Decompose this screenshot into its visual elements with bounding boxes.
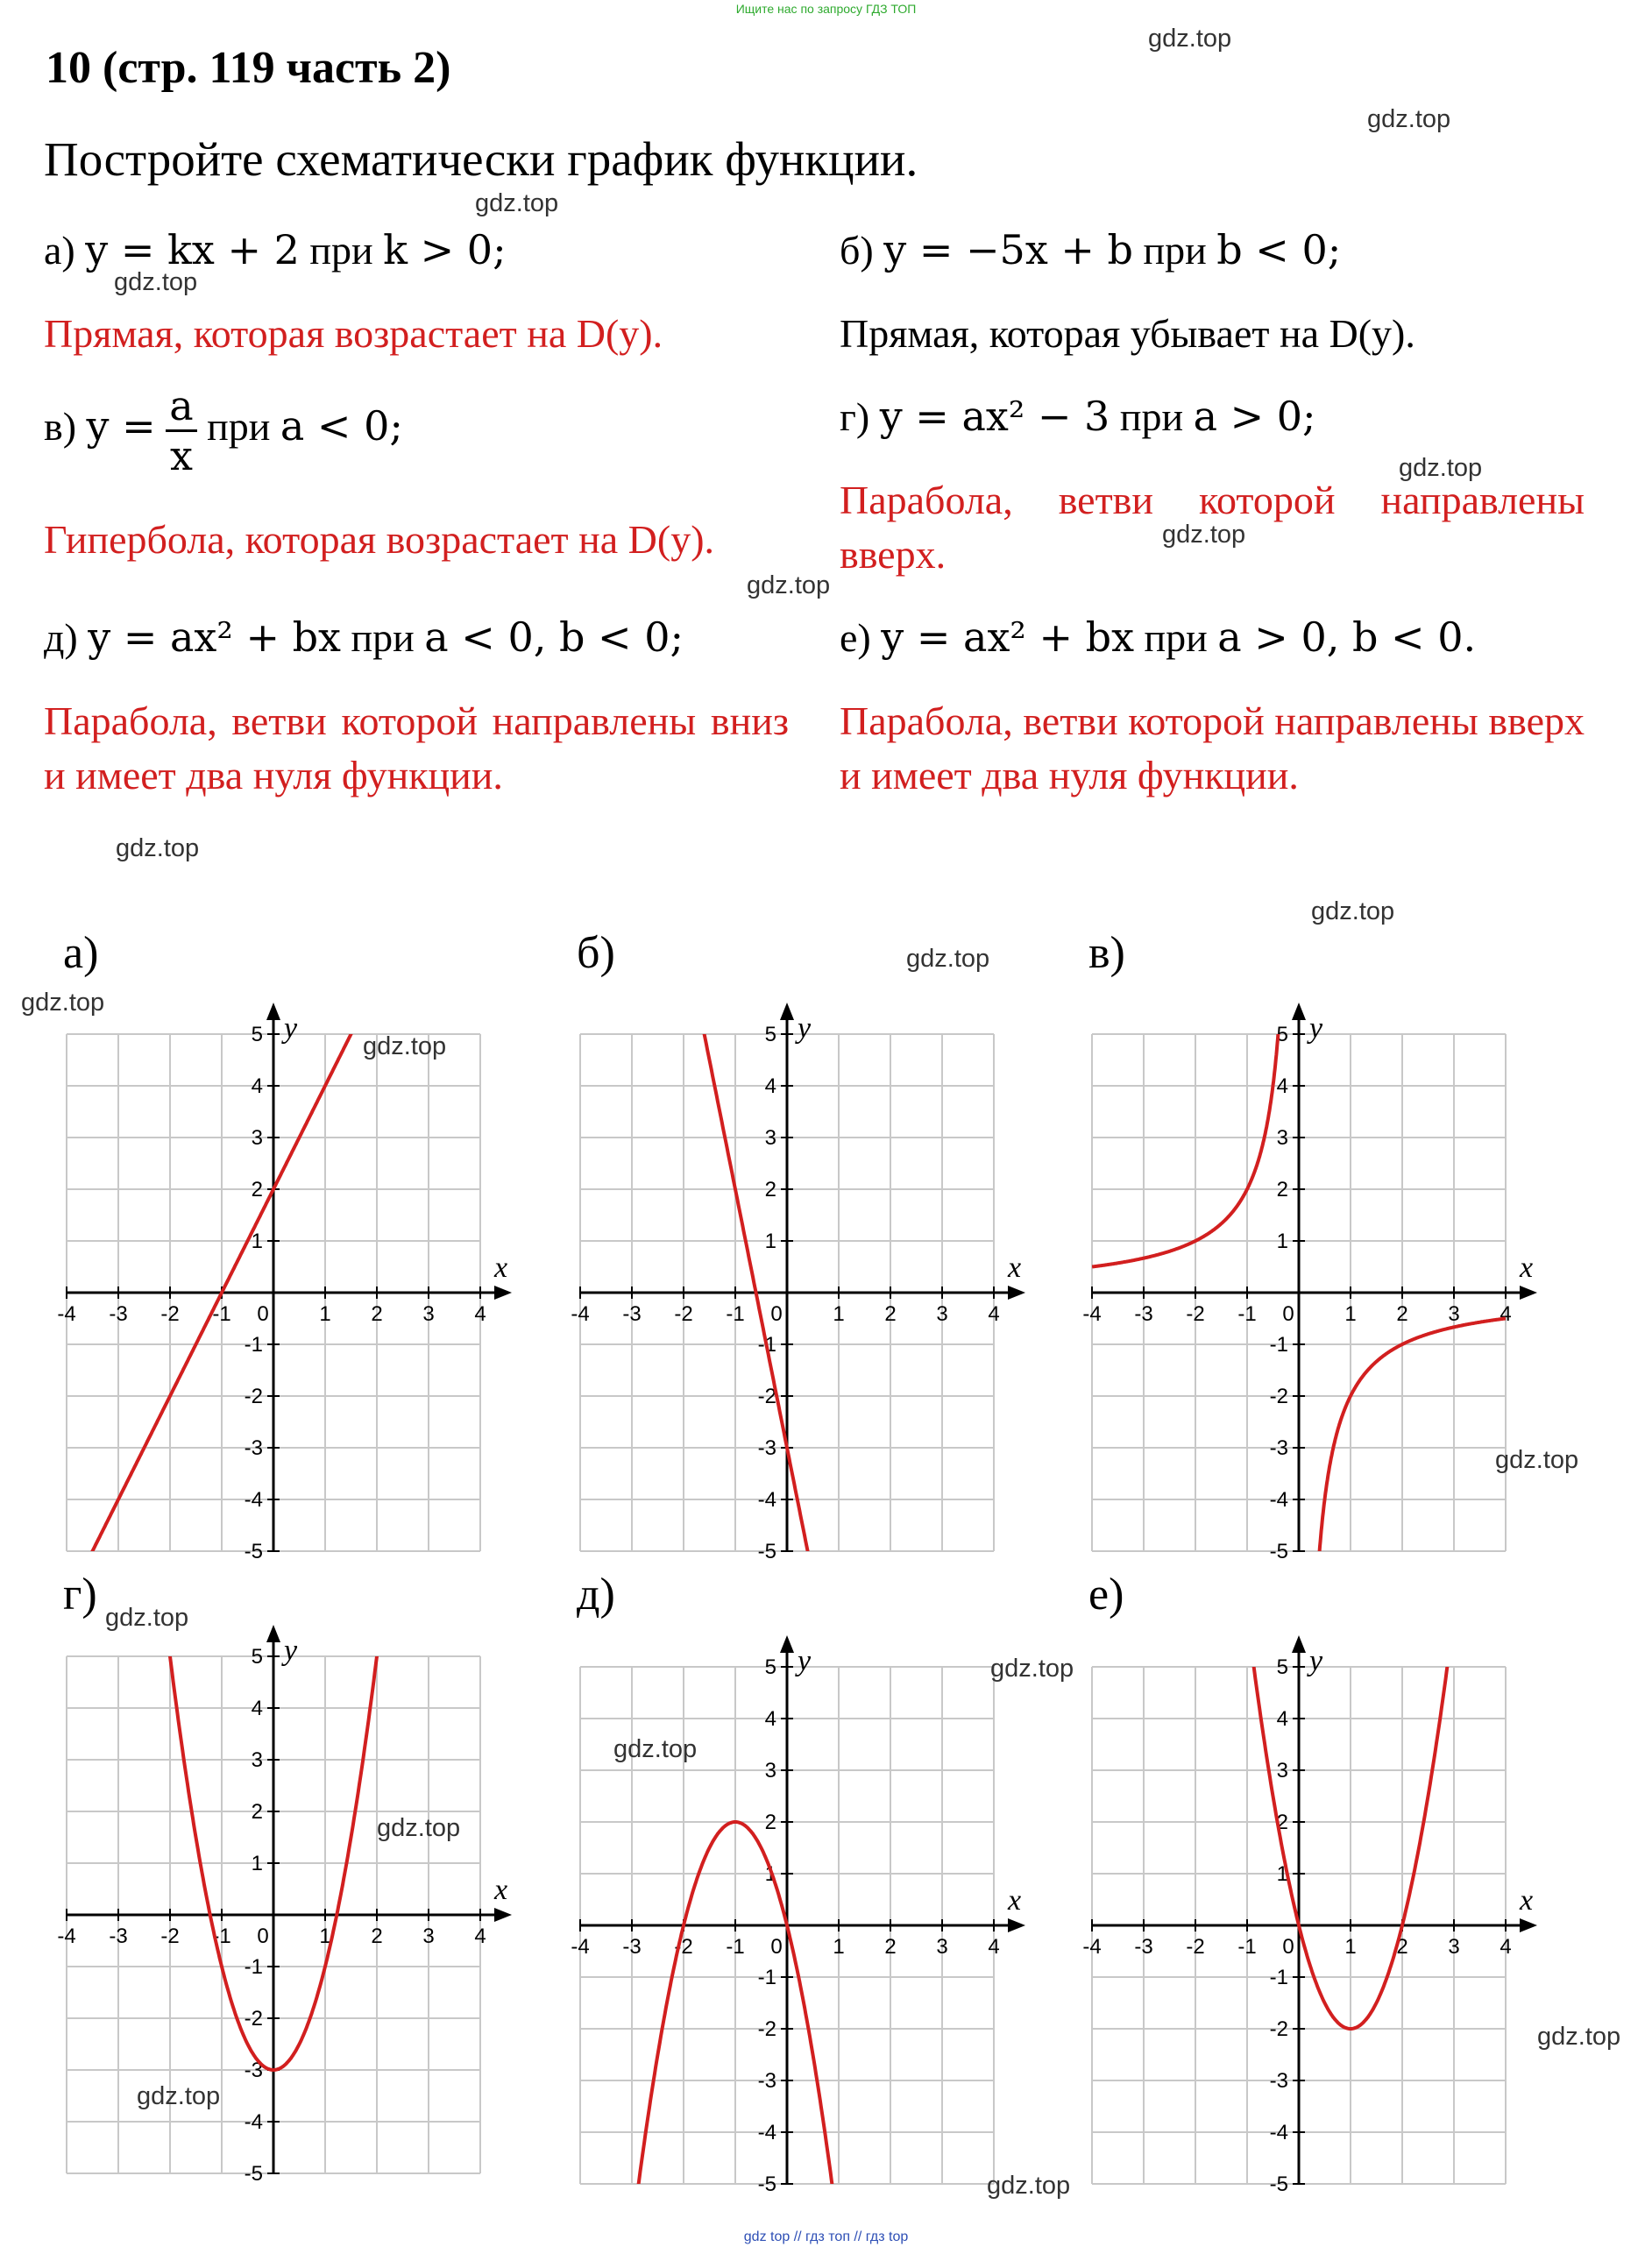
task-a-formula: y = kx + 2: [85, 226, 300, 273]
task-a-label: а): [44, 228, 75, 273]
task-v: [44, 382, 403, 479]
y-tick-label: -5: [1269, 2172, 1288, 2196]
x-tick-label: 2: [884, 1302, 897, 1326]
x-tick-label: -3: [109, 1302, 128, 1326]
task-e-answer: Парабола, ветви которой направлены вверх и имеет два нуля функции.: [840, 698, 1585, 797]
y-tick-label: 4: [764, 1074, 776, 1098]
x-axis-arrow: [1008, 1918, 1025, 1932]
plot-b: [571, 1012, 1032, 1563]
task-a-condition: k > 0;: [383, 226, 507, 273]
task-b-label: б): [840, 228, 874, 273]
task-e-cond-word: при: [1144, 615, 1208, 660]
bottom-banner: gdz top // гдз топ // гдз top: [743, 2229, 909, 2244]
y-tick-label: -5: [757, 2172, 776, 2196]
y-tick-label: -4: [1269, 2121, 1288, 2144]
y-tick-label: -1: [757, 1333, 776, 1357]
task-g-cond-word: при: [1119, 394, 1184, 439]
watermark: gdz.top: [747, 571, 831, 599]
watermark: gdz.top: [116, 834, 200, 862]
y-tick-label: 3: [1276, 1759, 1288, 1783]
x-tick-label: 4: [474, 1924, 486, 1948]
y-tick-label: -4: [757, 2121, 776, 2144]
x-axis-label: x: [494, 1251, 508, 1284]
x-tick-label: 3: [936, 1302, 948, 1326]
y-tick-label: 4: [251, 1697, 263, 1720]
y-tick-label: -5: [244, 1540, 263, 1563]
y-tick-label: -2: [244, 2007, 263, 2031]
y-axis-label: y: [1309, 1645, 1323, 1677]
x-tick-label: 4: [474, 1302, 486, 1326]
task-v-numerator: a: [166, 386, 196, 432]
x-tick-label: -3: [622, 1302, 642, 1326]
task-d: [44, 613, 684, 661]
x-tick-label: -3: [1134, 1935, 1153, 1959]
x-tick-label: 1: [833, 1302, 845, 1326]
x-tick-label: -3: [1134, 1302, 1153, 1326]
watermark: gdz.top: [1162, 521, 1246, 549]
y-tick-label: -5: [1269, 1540, 1288, 1563]
y-axis-arrow: [1292, 1003, 1306, 1020]
plot-v-label: в): [1088, 928, 1125, 978]
y-tick-label: -2: [1269, 1385, 1288, 1408]
x-tick-label: 2: [371, 1924, 383, 1948]
task-a-answer: Прямая, которая возрастает на D(y).: [44, 311, 663, 356]
y-tick-label: -5: [757, 1540, 776, 1563]
y-tick-label: 1: [764, 1862, 776, 1886]
plot-v: [1082, 1012, 1544, 1563]
task-b-cond-word: при: [1143, 228, 1207, 273]
y-tick-label: 2: [764, 1811, 776, 1834]
x-tick-label: 4: [988, 1302, 1000, 1326]
watermark: gdz.top: [906, 945, 990, 973]
y-tick-label: 3: [251, 1126, 263, 1150]
x-tick-label: -1: [212, 1924, 231, 1948]
y-tick-label: 5: [251, 1023, 263, 1046]
watermark: gdz.top: [1495, 1446, 1579, 1474]
task-d-label: д): [44, 615, 78, 660]
y-tick-label: 2: [251, 1800, 263, 1824]
task-g-answer: Парабола, ветви которой направлены вверх.: [840, 478, 1585, 577]
y-tick-label: -4: [244, 2110, 263, 2134]
y-tick-label: -1: [244, 1955, 263, 1979]
page-title: 10 (стр. 119 часть 2): [46, 43, 451, 93]
x-tick-label: 3: [936, 1935, 948, 1959]
x-tick-label: 2: [884, 1935, 897, 1959]
x-tick-label: 3: [1448, 1302, 1460, 1326]
y-tick-label: -1: [244, 1333, 263, 1357]
x-axis-arrow: [494, 1908, 512, 1922]
task-v-fraction: [166, 382, 196, 479]
task-intro: Постройте схематически график функции.: [44, 132, 918, 186]
task-d-cond-word: при: [351, 615, 415, 660]
task-a-cond-word: при: [309, 228, 373, 273]
task-g-condition: a > 0;: [1193, 393, 1316, 440]
plot-a-label: а): [63, 928, 99, 978]
x-axis-label: x: [1008, 1884, 1022, 1917]
task-v-answer: Гипербола, которая возрастает на D(y).: [44, 517, 715, 562]
x-tick-label: 4: [988, 1935, 1000, 1959]
plot-g: [57, 1634, 519, 2186]
task-v-cond-word: при: [207, 404, 271, 450]
y-tick-label: 1: [251, 1230, 263, 1253]
task-g-label: г): [840, 394, 870, 439]
y-tick-label: -1: [1269, 1333, 1288, 1357]
x-axis-arrow: [1008, 1286, 1025, 1300]
x-tick-label: 2: [371, 1302, 383, 1326]
y-axis-arrow: [780, 1635, 794, 1653]
y-tick-label: 2: [1276, 1178, 1288, 1201]
watermark: gdz.top: [1367, 105, 1451, 133]
task-b-condition: b < 0;: [1216, 226, 1342, 273]
task-d-condition: a < 0, b < 0;: [424, 613, 684, 661]
y-tick-label: 5: [251, 1645, 263, 1669]
y-axis-arrow: [266, 1625, 280, 1642]
task-d-answer: Парабола, ветви которой направлены вниз и имеет два нуля функции.: [44, 698, 789, 797]
y-axis-label: y: [798, 1012, 812, 1045]
task-b-answer: Прямая, которая убывает на D(y).: [840, 311, 1415, 356]
plot-e: [1082, 1645, 1544, 2196]
task-e-formula: y = ax² + bx: [881, 613, 1135, 661]
x-tick-label: -4: [571, 1935, 590, 1959]
x-tick-label: 3: [422, 1924, 435, 1948]
task-g: [840, 393, 1316, 440]
task-e-label: е): [840, 615, 871, 660]
y-tick-label: -2: [244, 1385, 263, 1408]
x-axis-label: x: [1520, 1884, 1534, 1917]
function-curve: [1318, 1319, 1506, 1565]
y-tick-label: -2: [1269, 2017, 1288, 2041]
y-tick-label: -3: [1269, 2069, 1288, 2093]
y-tick-label: 4: [764, 1707, 776, 1731]
x-tick-label: -4: [571, 1302, 590, 1326]
x-tick-label: -2: [1186, 1935, 1205, 1959]
x-axis-arrow: [494, 1286, 512, 1300]
task-b-formula: y = −5x + b: [883, 226, 1133, 273]
plot-g-label: г): [63, 1570, 97, 1620]
y-tick-label: -2: [757, 2017, 776, 2041]
plot-a: [57, 1012, 519, 1563]
x-tick-label: -2: [674, 1302, 693, 1326]
x-tick-label: -1: [726, 1935, 745, 1959]
y-axis-label: y: [284, 1012, 298, 1045]
y-tick-label: 1: [764, 1230, 776, 1253]
task-d-formula: y = ax² + bx: [88, 613, 341, 661]
y-tick-label: 5: [764, 1023, 776, 1046]
y-tick-label: 2: [1276, 1811, 1288, 1834]
watermark: gdz.top: [1311, 897, 1395, 925]
plot-e-label: е): [1088, 1570, 1124, 1620]
task-v-label: в): [44, 404, 77, 450]
x-axis-arrow: [1520, 1286, 1537, 1300]
watermark: gdz.top: [1148, 25, 1232, 53]
y-tick-label: -2: [757, 1385, 776, 1408]
y-tick-label: -3: [1269, 1436, 1288, 1460]
plot-d-label: д): [577, 1570, 615, 1620]
y-tick-label: 3: [764, 1126, 776, 1150]
y-tick-label: -4: [1269, 1488, 1288, 1512]
y-axis-arrow: [266, 1003, 280, 1020]
x-tick-label: 0: [257, 1302, 269, 1326]
watermark: gdz.top: [21, 989, 105, 1017]
plot-b-label: б): [577, 928, 615, 978]
watermark: gdz.top: [987, 2172, 1071, 2200]
watermark: gdz.top: [475, 189, 559, 217]
watermark: gdz.top: [105, 1604, 189, 1632]
x-tick-label: -4: [1082, 1302, 1102, 1326]
watermark: gdz.top: [137, 2082, 221, 2110]
watermark: gdz.top: [990, 1655, 1074, 1683]
watermark: gdz.top: [613, 1735, 698, 1763]
y-axis-arrow: [1292, 1635, 1306, 1653]
x-tick-label: -1: [1237, 1302, 1257, 1326]
x-tick-label: 1: [319, 1924, 331, 1948]
y-axis-label: y: [1309, 1012, 1323, 1045]
x-tick-label: 1: [1344, 1935, 1357, 1959]
x-tick-label: -2: [674, 1935, 693, 1959]
task-v-denominator: x: [169, 432, 193, 479]
y-tick-label: -3: [244, 2059, 263, 2082]
y-tick-label: 1: [251, 1852, 263, 1875]
y-tick-label: -3: [757, 1436, 776, 1460]
y-tick-label: 4: [1276, 1707, 1288, 1731]
y-tick-label: 1: [1276, 1230, 1288, 1253]
top-banner: Ищите нас по запросу ГДЗ ТОП: [735, 2, 917, 16]
x-tick-label: 0: [770, 1935, 783, 1959]
x-tick-label: -4: [1082, 1935, 1102, 1959]
watermark: gdz.top: [114, 268, 198, 296]
y-tick-label: -4: [757, 1488, 776, 1512]
y-tick-label: -5: [244, 2162, 263, 2186]
y-tick-label: -1: [757, 1966, 776, 1989]
x-tick-label: 1: [1344, 1302, 1357, 1326]
x-tick-label: 2: [1396, 1302, 1408, 1326]
watermark: gdz.top: [377, 1814, 461, 1842]
x-tick-label: -3: [622, 1935, 642, 1959]
x-axis-label: x: [494, 1874, 508, 1906]
y-tick-label: -3: [757, 2069, 776, 2093]
x-tick-label: 0: [1282, 1935, 1294, 1959]
x-tick-label: 0: [1282, 1302, 1294, 1326]
y-tick-label: -4: [244, 1488, 263, 1512]
x-tick-label: 4: [1500, 1302, 1512, 1326]
y-axis-label: y: [284, 1634, 298, 1667]
x-axis-label: x: [1520, 1251, 1534, 1284]
x-tick-label: 1: [833, 1935, 845, 1959]
x-tick-label: -2: [160, 1924, 180, 1948]
task-e: [840, 613, 1476, 661]
task-b: [840, 226, 1341, 273]
task-g-formula: y = ax² − 3: [879, 393, 1110, 440]
task-v-lhs: y =: [86, 402, 156, 450]
y-tick-label: -1: [1269, 1966, 1288, 1989]
x-axis-label: x: [1008, 1251, 1022, 1284]
x-tick-label: -1: [212, 1302, 231, 1326]
y-tick-label: 4: [1276, 1074, 1288, 1098]
y-tick-label: 3: [764, 1759, 776, 1783]
y-tick-label: 4: [251, 1074, 263, 1098]
x-tick-label: 3: [422, 1302, 435, 1326]
y-tick-label: 5: [1276, 1023, 1288, 1046]
task-e-condition: a > 0, b < 0.: [1217, 613, 1477, 661]
x-tick-label: -1: [1237, 1935, 1257, 1959]
x-tick-label: -3: [109, 1924, 128, 1948]
y-tick-label: 3: [1276, 1126, 1288, 1150]
watermark: gdz.top: [1537, 2023, 1621, 2051]
y-tick-label: 2: [251, 1178, 263, 1201]
x-tick-label: 1: [319, 1302, 331, 1326]
task-a: [44, 226, 507, 273]
y-axis-arrow: [780, 1003, 794, 1020]
y-tick-label: -3: [244, 1436, 263, 1460]
y-tick-label: 3: [251, 1748, 263, 1772]
y-axis-label: y: [798, 1645, 812, 1677]
task-v-condition: a < 0;: [280, 402, 403, 450]
x-axis-arrow: [1520, 1918, 1537, 1932]
x-tick-label: -2: [160, 1302, 180, 1326]
x-tick-label: 3: [1448, 1935, 1460, 1959]
y-tick-label: 1: [1276, 1862, 1288, 1886]
y-tick-label: 2: [764, 1178, 776, 1201]
x-tick-label: -1: [726, 1302, 745, 1326]
x-tick-label: 0: [257, 1924, 269, 1948]
function-curve: [1092, 1021, 1280, 1267]
x-tick-label: 0: [770, 1302, 783, 1326]
watermark: gdz.top: [363, 1032, 447, 1060]
x-tick-label: 2: [1396, 1935, 1408, 1959]
x-tick-label: -2: [1186, 1302, 1205, 1326]
x-tick-label: 4: [1500, 1935, 1512, 1959]
y-tick-label: 5: [1276, 1655, 1288, 1679]
y-tick-label: 5: [764, 1655, 776, 1679]
x-tick-label: -4: [57, 1302, 76, 1326]
watermark: gdz.top: [1399, 454, 1483, 482]
x-tick-label: -4: [57, 1924, 76, 1948]
